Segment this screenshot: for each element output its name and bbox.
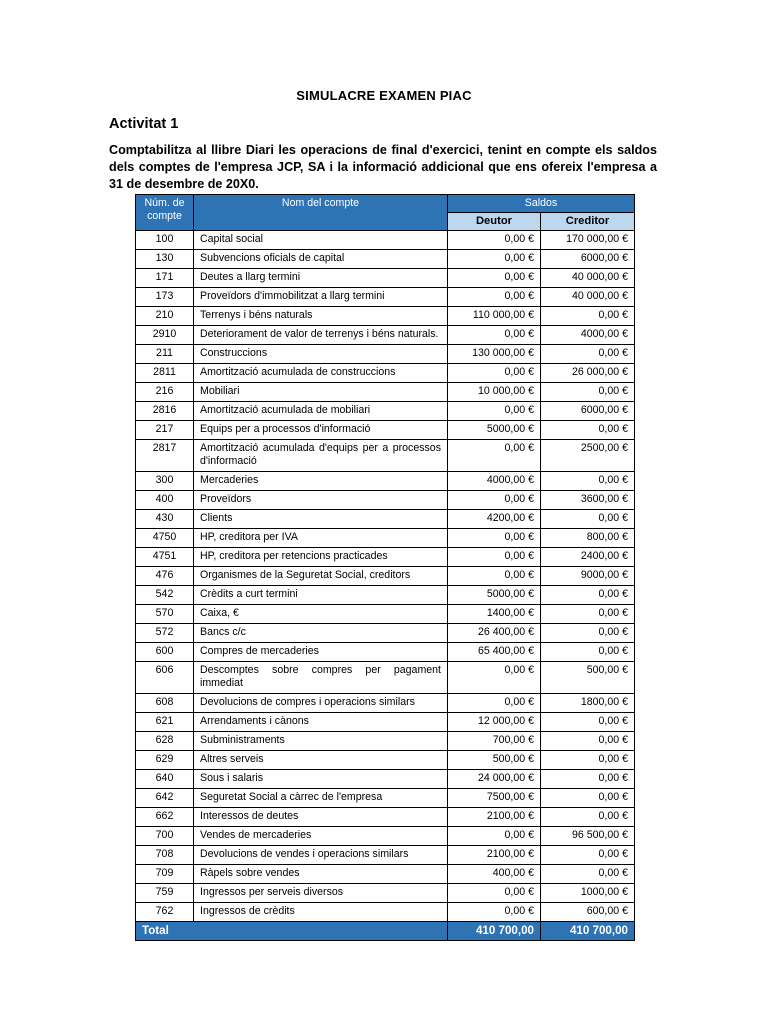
account-number-cell: 709 [136, 865, 194, 884]
account-number-cell: 759 [136, 884, 194, 903]
table-row [136, 440, 635, 472]
debit-cell: 5000,00 € [448, 421, 541, 440]
credit-cell: 0,00 € [541, 586, 635, 605]
debit-cell: 7500,00 € [448, 789, 541, 808]
account-name-cell: Amortització acumulada de mobiliari [194, 402, 448, 421]
debit-cell: 0,00 € [448, 548, 541, 567]
debit-cell: 0,00 € [448, 288, 541, 307]
account-name-cell: Equips per a processos d'informació [194, 421, 448, 440]
debit-cell: 0,00 € [448, 903, 541, 922]
account-name-cell: Bancs c/c [194, 624, 448, 643]
debit-cell: 0,00 € [448, 884, 541, 903]
credit-cell: 0,00 € [541, 345, 635, 364]
table-body [136, 231, 635, 922]
account-number-cell: 570 [136, 605, 194, 624]
account-number-cell: 210 [136, 307, 194, 326]
account-name-cell: Proveïdors d'immobilitzat a llarg termini [194, 288, 448, 307]
account-number-cell: 2910 [136, 326, 194, 345]
accounts-balance-table [135, 194, 635, 941]
table-row [136, 250, 635, 269]
credit-cell: 96 500,00 € [541, 827, 635, 846]
credit-cell: 0,00 € [541, 643, 635, 662]
account-number-cell: 217 [136, 421, 194, 440]
credit-cell: 0,00 € [541, 383, 635, 402]
table-row [136, 827, 635, 846]
debit-cell: 65 400,00 € [448, 643, 541, 662]
account-name-cell: Clients [194, 510, 448, 529]
account-name-cell: Subvencions oficials de capital [194, 250, 448, 269]
account-number-cell: 600 [136, 643, 194, 662]
account-number-cell: 430 [136, 510, 194, 529]
credit-cell: 0,00 € [541, 789, 635, 808]
table-row [136, 510, 635, 529]
account-number-cell: 2816 [136, 402, 194, 421]
table-row [136, 567, 635, 586]
account-number-cell: 700 [136, 827, 194, 846]
credit-cell: 0,00 € [541, 624, 635, 643]
table-row [136, 751, 635, 770]
debit-cell: 0,00 € [448, 567, 541, 586]
table-row [136, 586, 635, 605]
credit-cell: 1800,00 € [541, 694, 635, 713]
account-name-cell: Sous i salaris [194, 770, 448, 789]
credit-cell: 0,00 € [541, 472, 635, 491]
credit-cell: 0,00 € [541, 605, 635, 624]
debit-cell: 0,00 € [448, 402, 541, 421]
account-name-cell: HP, creditora per retencions practicades [194, 548, 448, 567]
account-number-cell: 606 [136, 662, 194, 694]
account-name-cell: Interessos de deutes [194, 808, 448, 827]
account-number-cell: 542 [136, 586, 194, 605]
debit-cell: 2100,00 € [448, 846, 541, 865]
debit-cell: 0,00 € [448, 231, 541, 250]
account-number-cell: 608 [136, 694, 194, 713]
table-row [136, 383, 635, 402]
account-name-cell: Deutes a llarg termini [194, 269, 448, 288]
total-debit: 410 700,00 [448, 922, 541, 941]
page-title: SIMULACRE EXAMEN PIAC [296, 88, 472, 103]
debit-cell: 4200,00 € [448, 510, 541, 529]
account-name-cell: Terrenys i béns naturals [194, 307, 448, 326]
account-number-cell: 4750 [136, 529, 194, 548]
debit-cell: 0,00 € [448, 529, 541, 548]
table-row [136, 713, 635, 732]
account-number-cell: 100 [136, 231, 194, 250]
credit-cell: 0,00 € [541, 808, 635, 827]
account-number-cell: 762 [136, 903, 194, 922]
account-name-cell: Ingressos per serveis diversos [194, 884, 448, 903]
table-row [136, 624, 635, 643]
header-account-number: Núm. de compte [136, 195, 194, 231]
debit-cell: 0,00 € [448, 250, 541, 269]
credit-cell: 6000,00 € [541, 250, 635, 269]
table-row [136, 421, 635, 440]
instructions-paragraph: Comptabilitza al llibre Diari les operacions de final d'exercici, tenint en compte els saldos dels comptes de l'empresa JCP, SA i la informació addicional que ens ofereix l'empresa a 31 de desembre de 20X0. [109, 143, 657, 191]
account-name-cell: Arrendaments i cànons [194, 713, 448, 732]
debit-cell: 500,00 € [448, 751, 541, 770]
credit-cell: 0,00 € [541, 865, 635, 884]
table-row [136, 605, 635, 624]
credit-cell: 1000,00 € [541, 884, 635, 903]
total-spacer [194, 922, 448, 941]
debit-cell: 5000,00 € [448, 586, 541, 605]
table-row [136, 903, 635, 922]
account-name-cell: Organismes de la Seguretat Social, creditors [194, 567, 448, 586]
table-row [136, 326, 635, 345]
debit-cell: 0,00 € [448, 491, 541, 510]
debit-cell: 10 000,00 € [448, 383, 541, 402]
account-name-cell: Compres de mercaderies [194, 643, 448, 662]
debit-cell: 12 000,00 € [448, 713, 541, 732]
table-row [136, 732, 635, 751]
debit-cell: 700,00 € [448, 732, 541, 751]
credit-cell: 0,00 € [541, 770, 635, 789]
debit-cell: 0,00 € [448, 364, 541, 383]
account-name-cell: Amortització acumulada d'equips per a processos d'informació [194, 440, 448, 472]
account-number-cell: 476 [136, 567, 194, 586]
account-number-cell: 130 [136, 250, 194, 269]
account-name-cell: Descomptes sobre compres per pagament immediat [194, 662, 448, 694]
header-balances: Saldos [448, 195, 635, 213]
account-number-cell: 400 [136, 491, 194, 510]
account-name-cell: Crèdits a curt termini [194, 586, 448, 605]
account-name-cell: Devolucions de vendes i operacions similars [194, 846, 448, 865]
account-number-cell: 216 [136, 383, 194, 402]
debit-cell: 0,00 € [448, 269, 541, 288]
account-name-cell: Construccions [194, 345, 448, 364]
account-name-cell: Caixa, € [194, 605, 448, 624]
debit-cell: 0,00 € [448, 326, 541, 345]
account-name-cell: Capital social [194, 231, 448, 250]
credit-cell: 800,00 € [541, 529, 635, 548]
credit-cell: 0,00 € [541, 421, 635, 440]
table-row [136, 491, 635, 510]
table-row [136, 846, 635, 865]
account-name-cell: Seguretat Social a càrrec de l'empresa [194, 789, 448, 808]
account-number-cell: 211 [136, 345, 194, 364]
account-number-cell: 708 [136, 846, 194, 865]
table-row [136, 402, 635, 421]
credit-cell: 40 000,00 € [541, 269, 635, 288]
table-row [136, 307, 635, 326]
debit-cell: 0,00 € [448, 662, 541, 694]
credit-cell: 0,00 € [541, 751, 635, 770]
table-row [136, 662, 635, 694]
credit-cell: 0,00 € [541, 732, 635, 751]
account-number-cell: 2817 [136, 440, 194, 472]
credit-cell: 600,00 € [541, 903, 635, 922]
account-name-cell: Ràpels sobre vendes [194, 865, 448, 884]
credit-cell: 4000,00 € [541, 326, 635, 345]
total-row [136, 922, 635, 941]
account-name-cell: Altres serveis [194, 751, 448, 770]
account-number-cell: 300 [136, 472, 194, 491]
account-number-cell: 572 [136, 624, 194, 643]
header-credit: Creditor [541, 213, 635, 231]
table-row [136, 529, 635, 548]
account-number-cell: 640 [136, 770, 194, 789]
account-name-cell: Subministraments [194, 732, 448, 751]
table-row [136, 231, 635, 250]
debit-cell: 400,00 € [448, 865, 541, 884]
account-name-cell: Vendes de mercaderies [194, 827, 448, 846]
account-name-cell: Amortització acumulada de construccions [194, 364, 448, 383]
credit-cell: 26 000,00 € [541, 364, 635, 383]
credit-cell: 2500,00 € [541, 440, 635, 472]
table-row [136, 884, 635, 903]
debit-cell: 2100,00 € [448, 808, 541, 827]
debit-cell: 130 000,00 € [448, 345, 541, 364]
table-row [136, 288, 635, 307]
debit-cell: 4000,00 € [448, 472, 541, 491]
account-number-cell: 2811 [136, 364, 194, 383]
debit-cell: 24 000,00 € [448, 770, 541, 789]
account-name-cell: Proveïdors [194, 491, 448, 510]
account-number-cell: 173 [136, 288, 194, 307]
table-row [136, 345, 635, 364]
debit-cell: 0,00 € [448, 694, 541, 713]
account-name-cell: Devolucions de compres i operacions similars [194, 694, 448, 713]
credit-cell: 6000,00 € [541, 402, 635, 421]
account-number-cell: 628 [136, 732, 194, 751]
credit-cell: 500,00 € [541, 662, 635, 694]
table-row [136, 643, 635, 662]
credit-cell: 3600,00 € [541, 491, 635, 510]
credit-cell: 0,00 € [541, 846, 635, 865]
table-row [136, 548, 635, 567]
credit-cell: 9000,00 € [541, 567, 635, 586]
table-row [136, 364, 635, 383]
account-name-cell: HP, creditora per IVA [194, 529, 448, 548]
total-label: Total [136, 922, 194, 941]
debit-cell: 110 000,00 € [448, 307, 541, 326]
debit-cell: 26 400,00 € [448, 624, 541, 643]
table-row [136, 770, 635, 789]
account-number-cell: 171 [136, 269, 194, 288]
account-number-cell: 4751 [136, 548, 194, 567]
credit-cell: 2400,00 € [541, 548, 635, 567]
table-row [136, 808, 635, 827]
header-debit: Deutor [448, 213, 541, 231]
total-credit: 410 700,00 [541, 922, 635, 941]
account-number-cell: 662 [136, 808, 194, 827]
credit-cell: 0,00 € [541, 713, 635, 732]
account-name-cell: Ingressos de crèdits [194, 903, 448, 922]
account-name-cell: Mobiliari [194, 383, 448, 402]
account-number-cell: 629 [136, 751, 194, 770]
account-number-cell: 621 [136, 713, 194, 732]
table-row [136, 865, 635, 884]
header-account-name: Nom del compte [194, 195, 448, 231]
account-name-cell: Deteriorament de valor de terrenys i béns naturals. [194, 326, 448, 345]
credit-cell: 0,00 € [541, 307, 635, 326]
table-row [136, 694, 635, 713]
credit-cell: 40 000,00 € [541, 288, 635, 307]
table-row [136, 472, 635, 491]
account-number-cell: 642 [136, 789, 194, 808]
account-name-cell: Mercaderies [194, 472, 448, 491]
debit-cell: 1400,00 € [448, 605, 541, 624]
activity-heading: Activitat 1 [109, 116, 179, 132]
credit-cell: 170 000,00 € [541, 231, 635, 250]
credit-cell: 0,00 € [541, 510, 635, 529]
table-row [136, 789, 635, 808]
debit-cell: 0,00 € [448, 827, 541, 846]
debit-cell: 0,00 € [448, 440, 541, 472]
table-row [136, 269, 635, 288]
